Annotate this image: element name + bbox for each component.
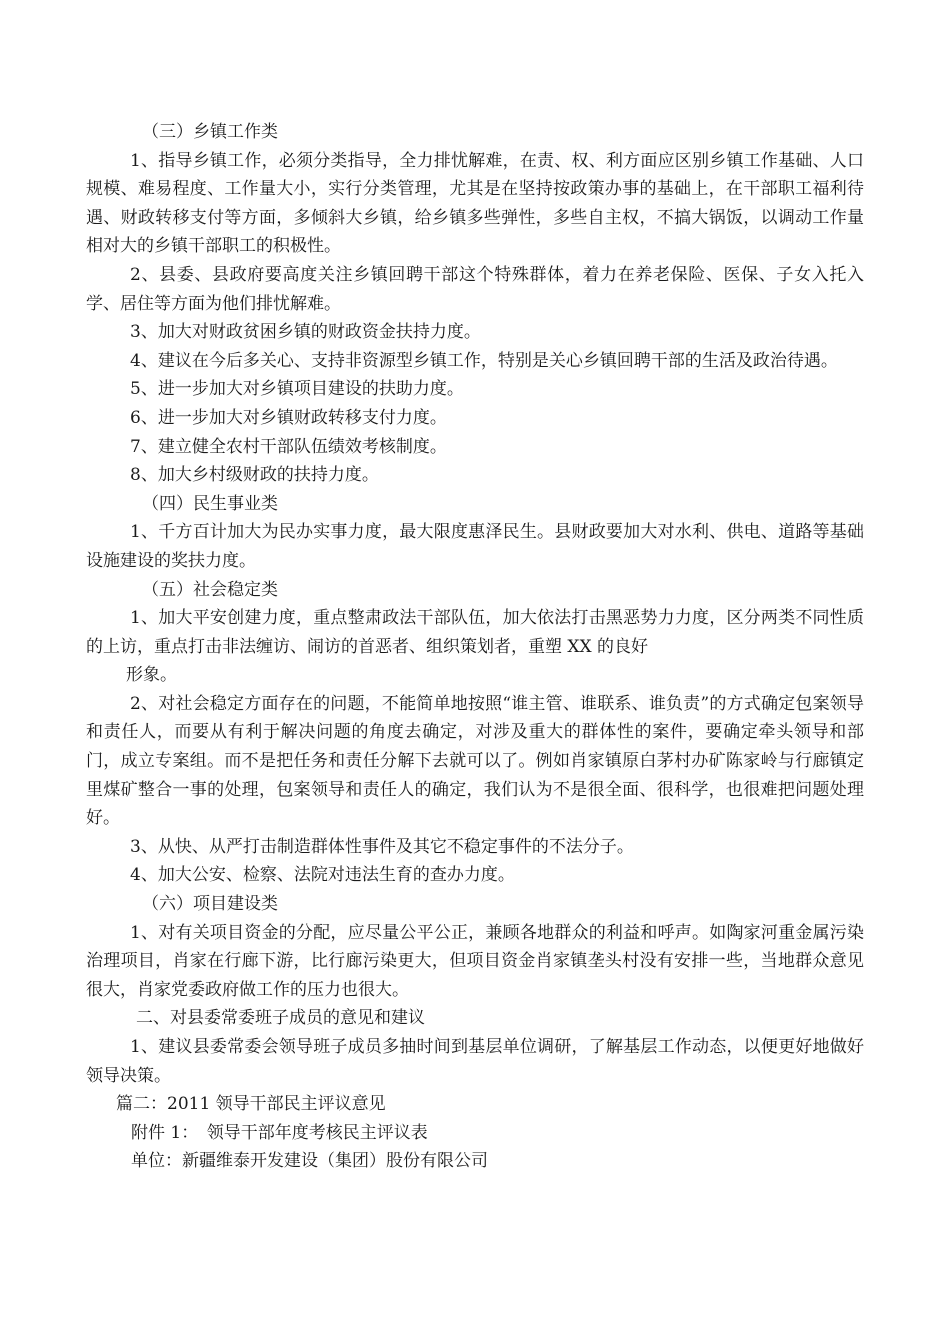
paragraph: 1、建议县委常委会领导班子成员多抽时间到基层单位调研，了解基层工作动态，以便更好地做好领导决策。 [86,1037,864,1086]
attachment-label: 附件 1： 领导干部年度考核民主评议表 [131,1122,428,1143]
paragraph: 1、加大平安创建力度，重点整肃政法干部队伍，加大依法打击黑恶势力力度，区分两类不同性质的上访，重点打击非法缠访、闹访的首恶者、组织策划者，重塑 XX 的良好 [86,608,864,657]
section-heading-committee: 二、对县委常委班子成员的意见和建议 [136,1008,425,1029]
paragraph: 5、进一步加大对乡镇项目建设的扶助力度。 [130,379,464,400]
section-heading-livelihood: （四）民生事业类 [142,493,278,514]
paragraph: 4、加大公安、检察、法院对违法生育的查办力度。 [130,865,515,886]
section-heading-stability: （五）社会稳定类 [142,579,278,600]
section-heading-projects: （六）项目建设类 [142,894,278,915]
paragraph: 1、千方百计加大为民办实事力度，最大限度惠泽民生。县财政要加大对水利、供电、道路等基础设施建设的奖扶力度。 [86,522,864,571]
paragraph: 6、进一步加大对乡镇财政转移支付力度。 [130,407,447,428]
paragraph: 4、建议在今后多关心、支持非资源型乡镇工作，特别是关心乡镇回聘干部的生活及政治待遇。 [130,350,838,371]
paragraph: 7、建立健全农村干部队伍绩效考核制度。 [130,436,447,457]
paragraph: 3、从快、从严打击制造群体性事件及其它不稳定事件的不法分子。 [130,836,634,857]
paragraph: 1、指导乡镇工作，必须分类指导，全力排忧解难，在责、权、利方面应区别乡镇工作基础、人口规模、难易程度、工作量大小，实行分类管理，尤其是在坚持按政策办事的基础上，在干部职工福利待遇、财政转移支付等方面，多倾斜大乡镇，给乡镇多些弹性，多些自主权，不搞大锅饭，以调动工作量相对大的乡镇干部职工的积极性。 [86,150,864,257]
paragraph: 2、县委、县政府要高度关注乡镇回聘干部这个特殊群体，着力在养老保险、医保、子女入托入学、居住等方面为他们排忧解难。 [86,264,864,314]
paragraph: 2、对社会稳定方面存在的问题，不能简单地按照“谁主管、谁联系、谁负责”的方式确定包案领导和责任人，而要从有利于解决问题的角度去确定，对涉及重大的群体性的案件，要确定牵头领导和部门，成立专案组。而不是把任务和责任分解下去就可以了。例如肖家镇原白茅村办矿陈家岭与行廊镇定里煤矿整合一事的处理，包案领导和责任人的确定，我们认为不是很全面、很科学，也很难把问题处理好。 [86,693,864,829]
paragraph: 8、加大乡村级财政的扶持力度。 [130,465,379,486]
paragraph: 1、对有关项目资金的分配，应尽量公平公正，兼顾各地群众的利益和呼声。如陶家河重金属污染治理项目，肖家在行廊下游，比行廊污染更大，但项目资金肖家镇垄头村没有安排一些，当地群众意见很大，肖家党委政府做工作的压力也很大。 [86,922,864,1000]
document-body [86,118,864,1176]
article-title: 篇二：2011 领导干部民主评议意见 [116,1094,386,1115]
paragraph: 3、加大对财政贫困乡镇的财政资金扶持力度。 [130,322,481,343]
paragraph-continuation: 形象。 [126,665,177,686]
unit-label: 单位：新疆维泰开发建设（集团）股份有限公司 [131,1151,488,1172]
section-heading-township: （三）乡镇工作类 [142,122,278,142]
